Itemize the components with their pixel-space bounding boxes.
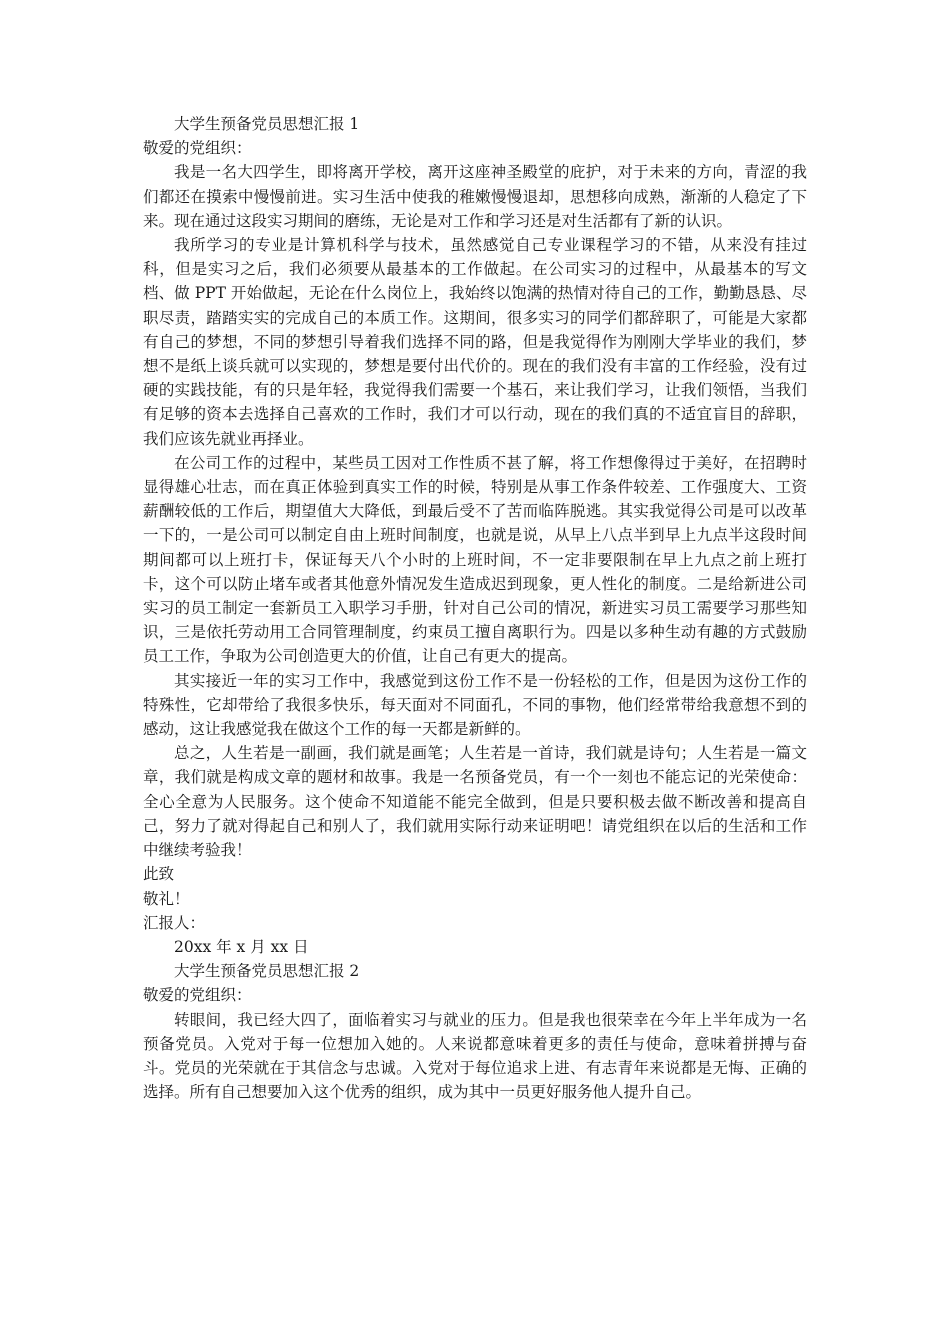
report-1-closing-1: 此致 [143, 865, 175, 884]
report-2-paragraph-1: 转眼间，我已经大四了，面临着实习与就业的压力。但是我也很荣幸在今年上半年成为一名预备党员。入党对于每一位想加入她的。人来说都意味着更多的责任与使命，意味着拼搏与奋斗。党员的光荣就在于其信念与忠诚。入党对于每位追求上进、有志青年来说都是无悔、正确的选择。所有自己想要加入这个优秀的组织，成为其中一员更好服务他人提升自己。 [143, 1010, 807, 1102]
report-1-paragraph-1: 我是一名大四学生，即将离开学校，离开这座神圣殿堂的庇护，对于未来的方向，青涩的我们都还在摸索中慢慢前进。实习生活中使我的稚嫩慢慢退却，思想移向成熟，渐渐的人稳定了下来。现在通过这段实习期间的磨练，无论是对工作和学习还是对生活都有了新的认识。 [143, 163, 807, 230]
report-1-reporter: 汇报人： [143, 913, 206, 932]
report-1-closing-2: 敬礼！ [143, 889, 190, 908]
report-1-paragraph-2: 我所学习的专业是计算机科学与技术，虽然感觉自己专业课程学习的不错，从来没有挂过科，但是实习之后，我们必须要从最基本的工作做起。在公司实习的过程中，从最基本的写文档、做 PPT 开始做起，无论在什么岗位上，我始终以饱满的热情对待自己的工作，勤勤恳恳、尽职尽责，踏踏实实的完成自己的本质工作。这期间，很多实习的同学们都辞职了，可能是大家都有自己的梦想，不同的梦想引导着我们选择不同的路，但是我觉得作为刚刚大学毕业的我们，梦想不是纸上谈兵就可以实现的，梦想是要付出代价的。现在的我们没有丰富的工作经验，没有过硬的实践技能，有的只是年轻，我觉得我们需要一个基石，来让我们学习，让我们领悟，当我们有足够的资本去选择自己喜欢的工作时，我们才可以行动，现在的我们真的不适宜盲目的辞职，我们应该先就业再择业。 [143, 236, 807, 448]
report-1-salutation: 敬爱的党组织： [143, 139, 252, 158]
document-page [143, 112, 807, 1104]
report-1-paragraph-3: 在公司工作的过程中，某些员工因对工作性质不甚了解，将工作想像得过于美好，在招聘时显得雄心壮志，而在真正体验到真实工作的时候，特别是从事工作条件较差、工作强度大、工资薪酬较低的工作后，期望值大大降低，到最后受不了苦而临阵脱逃。其实我觉得公司是可以改革一下的，一是公司可以制定自由上班时间制度，也就是说，从早上八点半到早上九点半这段时间期间都可以上班打卡，保证每天八个小时的上班时间，不一定非要限制在早上九点之前上班打卡，这个可以防止堵车或者其他意外情况发生造成迟到现象，更人性化的制度。二是给新进公司实习的员工制定一套新员工入职学习手册，针对自己公司的情况，新进实习员工需要学习那些知识，三是依托劳动用工合同管理制度，约束员工擅自离职行为。四是以多种生动有趣的方式鼓励员工工作，争取为公司创造更大的价值，让自己有更大的提高。 [143, 453, 807, 666]
report-2-title: 大学生预备党员思想汇报 2 [174, 962, 360, 981]
report-1-date: 20xx 年 x 月 xx 日 [174, 937, 309, 956]
report-1-paragraph-4: 其实接近一年的实习工作中，我感觉到这份工作不是一份轻松的工作，但是因为这份工作的特殊性，它却带给了我很多快乐，每天面对不同面孔，不同的事物，他们经常带给我意想不到的感动，这让我感觉我在做这个工作的每一天都是新鲜的。 [143, 671, 807, 739]
report-2-salutation: 敬爱的党组织： [143, 986, 252, 1005]
report-1-title: 大学生预备党员思想汇报 1 [174, 115, 360, 133]
report-1-paragraph-5: 总之，人生若是一副画，我们就是画笔；人生若是一首诗，我们就是诗句；人生若是一篇文章，我们就是构成文章的题材和故事。我是一名预备党员，有一个一刻也不能忘记的光荣使命：全心全意为人民服务。这个使命不知道能不能完全做到，但是只要积极去做不断改善和提高自己，努力了就对得起自己和别人了，我们就用实际行动来证明吧！请党组织在以后的生活和工作中继续考验我！ [143, 744, 807, 860]
